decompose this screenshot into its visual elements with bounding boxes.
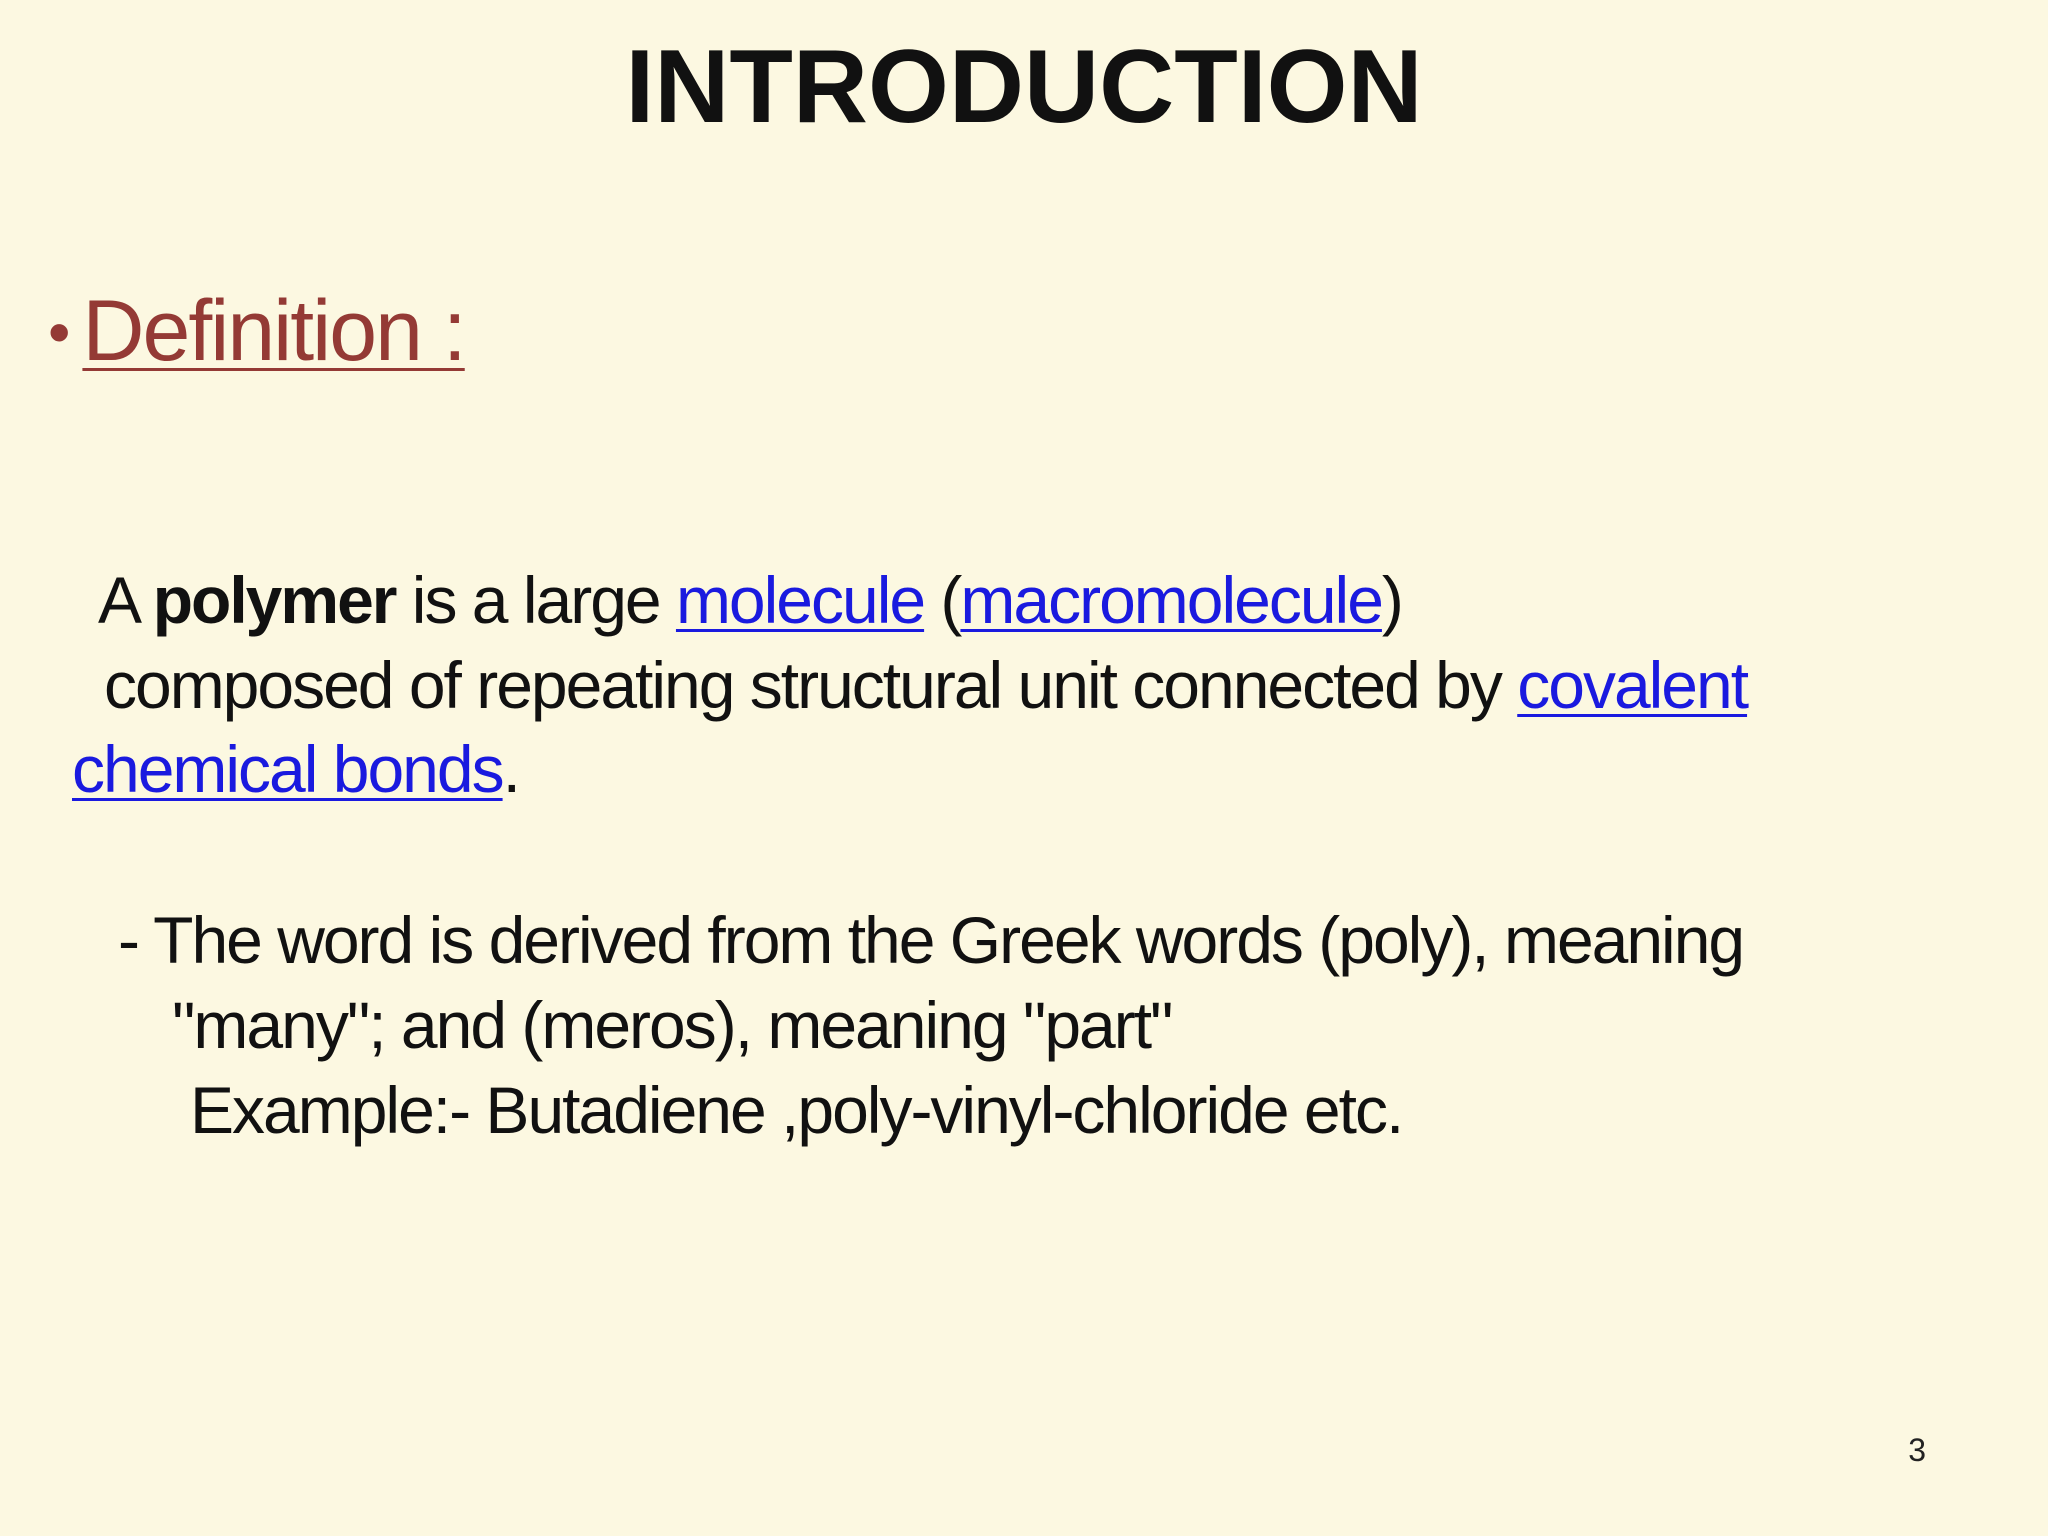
etymology-line-2: "many"; and (meros), meaning "part": [172, 988, 1172, 1062]
page-number: 3: [1908, 1432, 1926, 1468]
text-segment: (: [924, 563, 961, 637]
etymology-line-1: - The word is derived from the Greek words (poly), meaning: [118, 903, 1744, 977]
text-segment: .: [502, 732, 519, 806]
text-segment: A: [98, 563, 153, 637]
polymer-term: polymer: [152, 563, 396, 637]
definition-line-2: [104, 648, 1747, 724]
text-segment: composed of repeating structural unit connected by: [104, 648, 1518, 722]
definition-line-1: [98, 563, 1402, 639]
molecule-link[interactable]: molecule: [675, 563, 925, 637]
bullet-icon: •: [48, 296, 69, 368]
covalent-link[interactable]: covalent: [1517, 648, 1748, 722]
text-segment: ): [1381, 563, 1402, 637]
slide-title: INTRODUCTION: [625, 29, 1423, 145]
definition-heading: Definition :: [82, 283, 465, 379]
example-line: Example:- Butadiene ,poly-vinyl-chloride etc.: [190, 1073, 1403, 1147]
definition-bullet: [48, 282, 465, 381]
text-segment: is a large: [395, 563, 676, 637]
chemical-bonds-link[interactable]: chemical bonds: [72, 732, 503, 806]
definition-line-3: [72, 732, 519, 808]
macromolecule-link[interactable]: macromolecule: [960, 563, 1382, 637]
